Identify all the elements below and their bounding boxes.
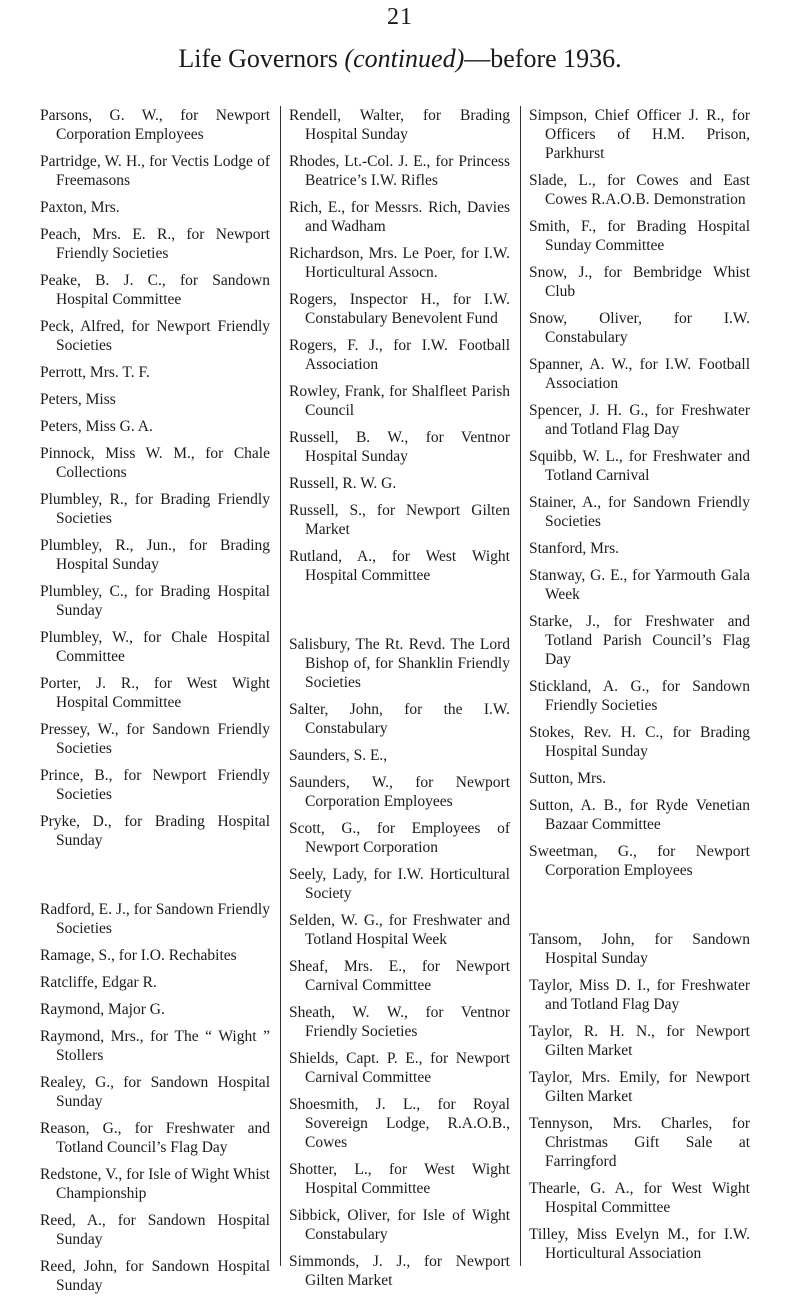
governor-entry: Shields, Capt. P. E., for Newport Carnival Committee xyxy=(289,1050,510,1086)
governor-entry: Parsons, G. W., for Newport Corporation Employees xyxy=(40,107,270,143)
governor-entry: Rogers, F. J., for I.W. Football Association xyxy=(289,337,510,373)
governor-entry: Smith, F., for Brading Hospital Sunday Committee xyxy=(529,218,750,254)
governor-entry: Stainer, A., for Sandown Friendly Societies xyxy=(529,494,750,530)
governor-entry: Shotter, L., for West Wight Hospital Committee xyxy=(289,1161,510,1197)
governor-entry: Tennyson, Mrs. Charles, for Christmas Gift Sale at Farringford xyxy=(529,1115,750,1170)
governor-entry: Sibbick, Oliver, for Isle of Wight Constabulary xyxy=(289,1207,510,1243)
governor-entry: Russell, R. W. G. xyxy=(289,475,397,492)
governor-entry: Sutton, Mrs. xyxy=(529,770,607,787)
governor-entry: Sutton, A. B., for Ryde Venetian Bazaar Committee xyxy=(529,797,750,833)
governor-entry: Peters, Miss G. A. xyxy=(40,418,153,435)
governor-entry: Simpson, Chief Officer J. R., for Officers of H.M. Prison, Parkhurst xyxy=(529,107,750,162)
governor-entry: Sheath, W. W., for Ventnor Friendly Societies xyxy=(289,1004,510,1040)
governor-entry: Prince, B., for Newport Friendly Societies xyxy=(40,767,270,803)
governor-entry: Stokes, Rev. H. C., for Brading Hospital Sunday xyxy=(529,724,750,760)
governor-entry: Porter, J. R., for West Wight Hospital Committee xyxy=(40,675,270,711)
governor-entry: Stanford, Mrs. xyxy=(529,540,619,557)
governor-entry: Pressey, W., for Sandown Friendly Societies xyxy=(40,721,270,757)
governor-entry: Plumbley, C., for Brading Hospital Sunday xyxy=(40,583,270,619)
letter-group-gap xyxy=(40,858,270,900)
governor-entry: Scott, G., for Employees of Newport Corporation xyxy=(289,820,510,856)
governor-entry: Plumbley, R., Jun., for Brading Hospital Sunday xyxy=(40,537,270,573)
governor-entry: Taylor, Miss D. I., for Freshwater and Totland Flag Day xyxy=(529,977,750,1013)
governor-entry: Reed, A., for Sandown Hospital Sunday xyxy=(40,1212,270,1248)
governor-entry: Partridge, W. H., for Vectis Lodge of Freemasons xyxy=(40,153,270,189)
governor-entry: Sheaf, Mrs. E., for Newport Carnival Committee xyxy=(289,958,510,994)
governor-entry: Ratcliffe, Edgar R. xyxy=(40,974,157,991)
governor-entry: Seely, Lady, for I.W. Horticultural Society xyxy=(289,866,510,902)
governor-entry: Slade, L., for Cowes and East Cowes R.A.O.B. Demonstration xyxy=(529,172,750,208)
governor-entry: Rowley, Frank, for Shalfleet Parish Council xyxy=(289,383,510,419)
governor-entry: Tilley, Miss Evelyn M., for I.W. Horticultural Association xyxy=(529,1226,750,1262)
governor-entry: Peters, Miss xyxy=(40,391,116,408)
governor-entry: Peach, Mrs. E. R., for Newport Friendly Societies xyxy=(40,226,270,262)
page-title-main: Life Governors xyxy=(178,44,345,73)
governor-entry: Paxton, Mrs. xyxy=(40,199,120,216)
governor-entry: Peake, B. J. C., for Sandown Hospital Committee xyxy=(40,272,270,308)
governor-entry: Rhodes, Lt.-Col. J. E., for Princess Beatrice’s I.W. Rifles xyxy=(289,153,510,189)
governor-entry: Plumbley, W., for Chale Hospital Committee xyxy=(40,629,270,665)
governor-entry: Peck, Alfred, for Newport Friendly Societies xyxy=(40,318,270,354)
page-title-rest: —before 1936. xyxy=(464,44,622,73)
governor-entry: Russell, S., for Newport Gilten Market xyxy=(289,502,510,538)
governor-entry: Sweetman, G., for Newport Corporation Employees xyxy=(529,843,750,879)
governor-entry: Pinnock, Miss W. M., for Chale Collections xyxy=(40,445,270,481)
governor-entry: Radford, E. J., for Sandown Friendly Societies xyxy=(40,901,270,937)
governor-entry: Rendell, Walter, for Brading Hospital Sunday xyxy=(289,107,510,143)
governor-entry: Thearle, G. A., for West Wight Hospital Committee xyxy=(529,1180,750,1216)
governor-entry: Realey, G., for Sandown Hospital Sunday xyxy=(40,1074,270,1110)
governor-entry: Salter, John, for the I.W. Constabulary xyxy=(289,701,510,737)
columns-container xyxy=(40,106,760,1294)
governor-entry: Rich, E., for Messrs. Rich, Davies and Wadham xyxy=(289,199,510,235)
governor-entry: Russell, B. W., for Ventnor Hospital Sunday xyxy=(289,429,510,465)
page-title-continued: (continued) xyxy=(344,44,465,73)
letter-group-gap xyxy=(289,593,510,635)
governor-entry: Redstone, V., for Isle of Wight Whist Championship xyxy=(40,1166,270,1202)
governor-entry: Rogers, Inspector H., for I.W. Constabulary Benevolent Fund xyxy=(289,291,510,327)
governor-entry: Rutland, A., for West Wight Hospital Committee xyxy=(289,548,510,584)
letter-group-gap xyxy=(529,888,750,930)
governor-entry: Shoesmith, J. L., for Royal Sovereign Lodge, R.A.O.B., Cowes xyxy=(289,1096,510,1151)
governor-entry: Perrott, Mrs. T. F. xyxy=(40,364,150,381)
column-2 xyxy=(280,106,520,1289)
governor-entry: Reason, G., for Freshwater and Totland Council’s Flag Day xyxy=(40,1120,270,1156)
governor-entry: Saunders, S. E., xyxy=(289,747,388,764)
governor-entry: Pryke, D., for Brading Hospital Sunday xyxy=(40,813,270,849)
governor-entry: Starke, J., for Freshwater and Totland Parish Council’s Flag Day xyxy=(529,613,750,668)
governor-entry: Ramage, S., for I.O. Rechabites xyxy=(40,947,237,964)
column-3 xyxy=(520,106,760,1266)
governor-entry: Spencer, J. H. G., for Freshwater and Totland Flag Day xyxy=(529,402,750,438)
page-title xyxy=(0,44,800,74)
governor-entry: Reed, John, for Sandown Hospital Sunday xyxy=(40,1258,270,1294)
column-1 xyxy=(40,106,280,1294)
page-number: 21 xyxy=(387,4,413,30)
governor-entry: Squibb, W. L., for Freshwater and Totland Carnival xyxy=(529,448,750,484)
governor-entry: Tansom, John, for Sandown Hospital Sunday xyxy=(529,931,750,967)
governor-entry: Taylor, R. H. N., for Newport Gilten Market xyxy=(529,1023,750,1059)
governor-entry: Snow, Oliver, for I.W. Constabulary xyxy=(529,310,750,346)
governor-entry: Simmonds, J. J., for Newport Gilten Market xyxy=(289,1253,510,1289)
governor-entry: Stanway, G. E., for Yarmouth Gala Week xyxy=(529,567,750,603)
governor-entry: Richardson, Mrs. Le Poer, for I.W. Horticultural Assocn. xyxy=(289,245,510,281)
governor-entry: Stickland, A. G., for Sandown Friendly Societies xyxy=(529,678,750,714)
governor-entry: Raymond, Major G. xyxy=(40,1001,165,1018)
governor-entry: Selden, W. G., for Freshwater and Totland Hospital Week xyxy=(289,912,510,948)
governor-entry: Raymond, Mrs., for The “ Wight ” Stollers xyxy=(40,1028,270,1064)
governor-entry: Plumbley, R., for Brading Friendly Societies xyxy=(40,491,270,527)
governor-entry: Saunders, W., for Newport Corporation Employees xyxy=(289,774,510,810)
governor-entry: Taylor, Mrs. Emily, for Newport Gilten Market xyxy=(529,1069,750,1105)
governor-entry: Spanner, A. W., for I.W. Football Association xyxy=(529,356,750,392)
governor-entry: Salisbury, The Rt. Revd. The Lord Bishop of, for Shanklin Friendly Societies xyxy=(289,636,510,691)
governor-entry: Snow, J., for Bembridge Whist Club xyxy=(529,264,750,300)
